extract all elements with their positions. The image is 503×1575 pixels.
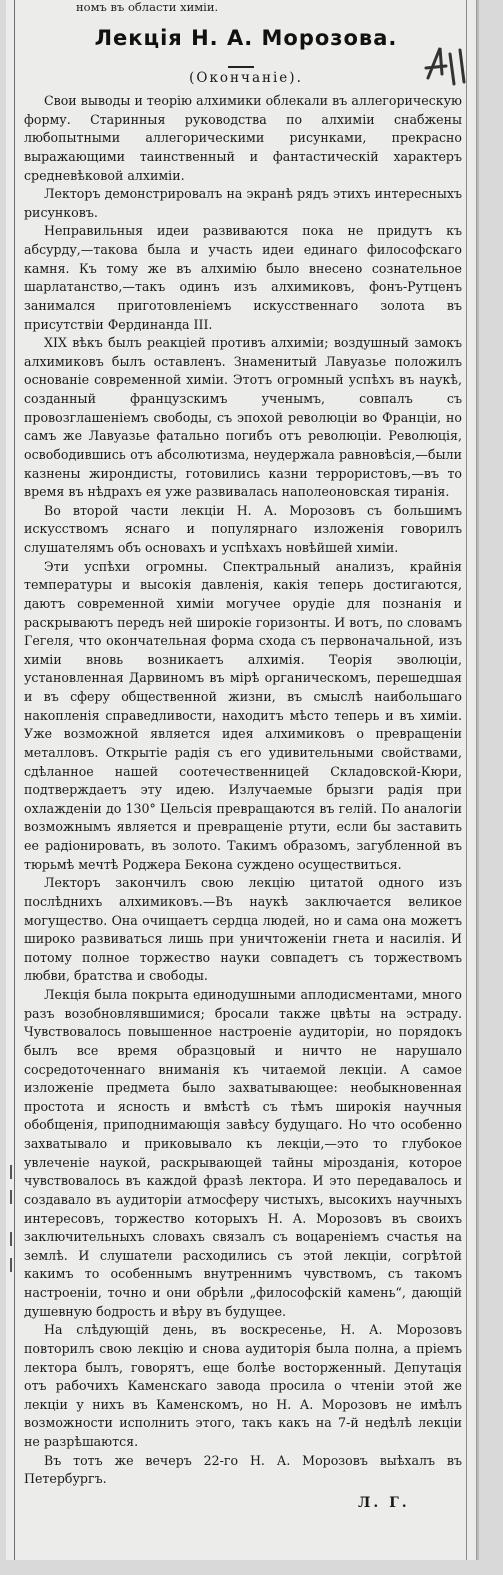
paragraph: XIX вѣкъ былъ реакціей противъ алхиміи; воздушный замокъ алхимиковъ былъ оставленъ. Знаменитый Лавуазье положилъ основаніе современной химіи. Этотъ огромный успѣхъ въ наукѣ, созданный французскимъ ученымъ, совпалъ съ провозглашеніемъ свободы, съ эпохой революціи во Франціи, но самъ же Лавуазье фатально погибъ отъ революціи. Революція, освободившись отъ абсолютизма, неудержала равновѣсія,—были казнены жирондисты, готовились казни террористовъ,—въ то время въ нѣдрахъ ея уже развивалась наполеоновская тиранія.: [24, 335, 462, 500]
paragraph: На слѣдующій день, въ воскресенье, Н. А. Морозовъ повторилъ свою лекцію и снова аудиторія была полна, а пріемъ лектора былъ, говорятъ, еще болѣе восторженный. Депутація отъ рабочихъ Каменскаго завода просила о чтеніи этой же лекціи у нихъ въ Каменскомъ, но Н. А. Морозовъ не имѣлъ возможности исполнить этого, такъ какъ на 7-й недѣлѣ лекціи не разрѣшаются.: [24, 1322, 462, 1449]
margin-mark: [10, 1258, 18, 1272]
paragraph: Эти успѣхи огромны. Спектральный анализъ, крайнія температуры и высокія давленія, какія теперь достигаются, даютъ современной химіи могучее орудіе для познанія и раскрываютъ передъ ней широкіе горизонты. И вотъ, по словамъ Гегеля, что окончательная форма схода съ первоначальной, изъ химіи вновь возникаетъ алхимія. Теорія эволюціи, установленная Дарвиномъ въ мірѣ органическомъ, перешедшая и въ сферу общественной жизни, въ смыслѣ наибольшаго накопленія справедливости, находитъ мѣсто теперь и въ химіи. Уже возможной является идея алхимиковъ о превращеніи металловъ. Открытіе радія съ его удивительными свойствами, сдѣланное нашей соотечественницей Складовской-Кюри, подтверждаетъ эту идею. Излучаемые брызги радія при охлажденіи до 130° Цельсія превращаются въ гелій. По аналогіи возможнымъ является и превращеніе ртути, если бы заставить ее радіонировать, въ золото. Такимъ образомъ, загубленной въ тюрьмѣ мечтѣ Роджера Бекона суждено осуществиться.: [24, 558, 462, 872]
column-rule-left: [14, 0, 15, 1560]
article-subtitle: (Окончаніе).: [189, 70, 303, 86]
newspaper-clipping: [6, 0, 476, 1560]
paragraph: Во второй части лекціи Н. А. Морозовъ съ большимъ искусствомъ яснаго и популярнаго изложенія говорилъ слушателямъ объ основахъ и успѣхахъ новѣйшей химіи.: [24, 502, 462, 555]
article-title: Лекція Н. А. Морозова.: [94, 26, 398, 50]
paragraph: Въ тотъ же вечеръ 22-го Н. А. Морозовъ выѣхалъ въ Петербургъ.: [24, 1452, 462, 1487]
margin-mark: [10, 1190, 18, 1204]
article-body: [24, 92, 462, 1489]
paragraph: Свои выводы и теорію алхимики облекали въ аллегорическую форму. Старинныя руководства по алхиміи снабжены любопытными аллегорическими рисунками, прекрасно выражающими таинственный и фантастическій характеръ средневѣковой алхиміи.: [24, 93, 462, 183]
previous-article-fragment: номъ въ области химіи.: [76, 0, 219, 14]
title-divider: [228, 66, 254, 68]
margin-mark: [10, 1165, 18, 1179]
margin-mark: [10, 1232, 18, 1246]
paragraph: Лекторъ закончилъ свою лекцію цитатой одного изъ послѣднихъ алхимиковъ.—Въ наукѣ заключается великое могущество. Она очищаетъ сердца людей, но и сама она можетъ широко развиваться лишь при уничтоженіи гнета и насилія. И потому полное торжество науки совпадетъ съ торжествомъ любви, братства и свободы.: [24, 875, 462, 984]
handwritten-page-number: [424, 44, 474, 88]
paragraph: Лекція была покрыта единодушными аплодисментами, много разъ возобновлявшимися; бросали также цвѣты на эстраду. Чувствовалось повышенное настроеніе аудиторіи, но порядокъ былъ все время образцовый и ничто не нарушало сосредоточеннаго вниманія къ читаемой лекціи. А самое изложеніе предмета было захватывающее: необыкновенная простота и ясность и вмѣстѣ съ тѣмъ широкія научныя обобщенія, приподнимающія завѣсу будущаго. Но что особенно захватывало и приковывало къ лекціи,—это то глубокое увлеченіе наукой, раскрывающей тайны мірозданія, которое чувствовалось въ каждой фразѣ лектора. И это передавалось и создавало въ аудиторіи атмосферу чистыхъ, высокихъ научныхъ интересовъ, торжество которыхъ Н. А. Морозовъ въ своихъ заключительныхъ словахъ связалъ съ воцареніемъ счастья на землѣ. И слушатели расходились съ этой лекціи, согрѣтой какимъ то особеннымъ внутреннимъ чувствомъ, съ такомъ настроеніи, точно и они обрѣли „философскій камень“, дающій душевную бодрость и вѣру въ будущее.: [24, 987, 462, 1319]
author-signature: Л. Г.: [358, 1495, 410, 1511]
column-rule-right: [466, 0, 467, 1560]
paragraph: Лекторъ демонстрировалъ на экранѣ рядъ этихъ интересныхъ рисунковъ.: [24, 186, 462, 220]
paragraph: Неправильныя идеи развиваются пока не придутъ къ абсурду,—такова была и участь идеи единаго философскаго камня. Къ тому же въ алхимію было внесено сознательное шарлатанство,—такъ одинъ изъ алхимиковъ, фонъ-Рутценъ занимался приготовленіемъ искусственнаго золота въ присутствіи Фердинанда III.: [24, 223, 462, 332]
